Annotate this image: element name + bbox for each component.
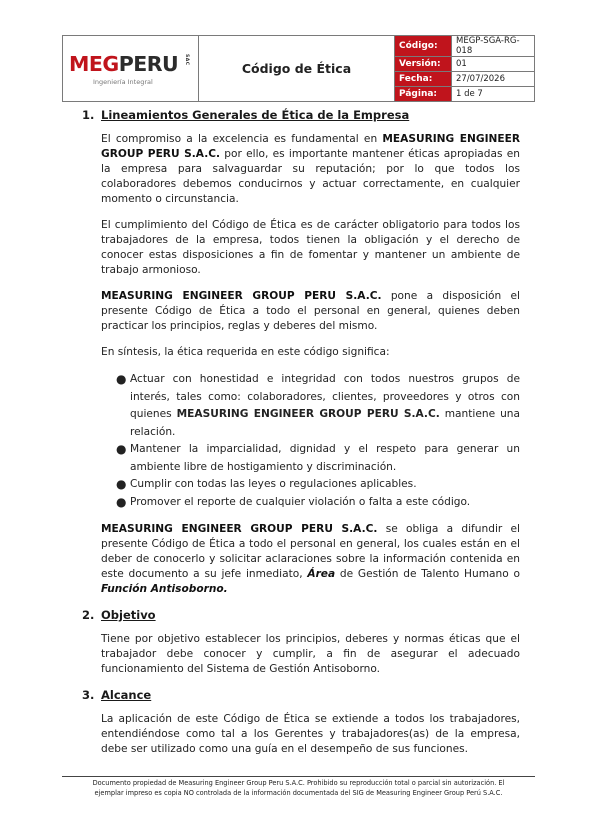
section-title: Objetivo — [101, 608, 156, 622]
codigo-label: Código: — [395, 36, 452, 57]
paragraph: Tiene por objetivo establecer los principios, deberes y normas éticas que el trabajador debe conocer y cumplir, a fin de asegurar el adecuado funcionamiento del Sistema de Gestión Antisoborno. — [101, 633, 520, 675]
logo-cell — [63, 36, 199, 102]
text: se obliga a difundir el presente Código de Ética a todo el personal en general, los cuales están en el deber de conocerlo y solicitar aclaraciones sobre la información contenida en este documento a su jefe inmediato, — [101, 523, 520, 580]
document-title: Código de Ética — [199, 36, 395, 102]
logo-subtitle: Ingeniería Integral — [93, 77, 153, 86]
bullet-list — [101, 371, 520, 511]
text: Actuar con honestidad e integridad con todos nuestros grupos de interés, tales como: colaboradores, clientes, proveedores y otros con quienes — [130, 373, 520, 420]
version-value: 01 — [452, 57, 535, 72]
codigo-value: MEGP-SGA-RG-018 — [452, 36, 535, 57]
logo-peru: PERU — [118, 51, 179, 76]
text: Cumplir con todas las leyes o regulaciones aplicables. — [130, 478, 417, 490]
bullet-icon: ● — [116, 494, 127, 509]
text: El compromiso a la excelencia es fundamental en — [101, 133, 383, 145]
text: pone a disposición el presente Código de Ética a todo el personal en general, quienes deben practicar los principios, reglas y deberes del mismo. — [101, 290, 520, 332]
company-name: MEASURING ENGINEER GROUP PERU S.A.C. — [101, 133, 521, 160]
section-number: 2. — [82, 608, 95, 622]
section-number: 3. — [82, 688, 95, 702]
pagina-value: 1 de 7 — [452, 87, 535, 102]
company-name: MEASURING ENGINEER GROUP PERU S.A.C. — [101, 523, 378, 535]
section-title: Alcance — [101, 688, 152, 702]
document-footer — [62, 776, 535, 798]
company-name: MEASURING ENGINEER GROUP PERU S.A.C. — [176, 408, 440, 420]
section-heading — [82, 688, 520, 704]
version-label: Versión: — [395, 57, 452, 72]
bullet-icon: ● — [116, 442, 127, 456]
text: Mantener la imparcialidad, dignidad y el respeto para generar un ambiente libre de hostigamiento y discriminación. — [130, 443, 520, 473]
footer-line: ejemplar impreso es copia NO controlada de la información documentada del SIG de Measuring Engineer Group Perú S.A.C. — [94, 788, 503, 797]
emphasis: Función Antisoborno. — [101, 583, 228, 595]
company-name: MEASURING ENGINEER GROUP PERU S.A.C. — [101, 290, 382, 302]
list-item — [101, 441, 520, 476]
paragraph: La aplicación de este Código de Ética se extiende a todos los trabajadores, entendiéndose como tal a los Gerentes y trabajadores(as) de la empresa, debe ser utilizado como una guía en el desempeño de sus funciones. — [101, 713, 520, 755]
section-heading — [82, 608, 520, 624]
text: Promover el reporte de cualquier violación o falta a este código. — [130, 495, 471, 508]
emphasis: Área — [307, 568, 336, 580]
text: por ello, es importante mantener éticas apropiadas en la empresa para salvaguardar su reputación; por lo que todos los colaboradores debemos conducirnos y actuar correctamente, en cualquier momento o circunstancia. — [101, 148, 520, 205]
paragraph — [101, 522, 520, 597]
list-item — [101, 476, 520, 494]
logo-sac: SAC — [184, 53, 189, 66]
paragraph — [101, 132, 520, 207]
fecha-label: Fecha: — [395, 72, 452, 87]
logo-meg: MEG — [69, 51, 119, 76]
footer-line: Documento propiedad de Measuring Engineer Group Peru S.A.C. Prohibido su reproducción total o parcial sin autorización. El — [92, 779, 505, 787]
paragraph: En síntesis, la ética requerida en este código significa: — [101, 346, 390, 358]
list-item — [101, 371, 520, 441]
pagina-label: Página: — [395, 87, 452, 102]
section-heading — [82, 108, 520, 124]
paragraph: El cumplimiento del Código de Ética es de carácter obligatorio para todos los trabajadores de la empresa, todos tienen la obligación y el derecho de conocer estas disposiciones a fin de fomentar y mantener un ambiente de trabajo armonioso. — [101, 219, 520, 276]
company-logo — [63, 40, 198, 98]
bullet-icon: ● — [116, 477, 127, 491]
bullet-icon: ● — [116, 372, 127, 386]
text: de Gestión de Talento Humano o — [335, 568, 520, 580]
fecha-value: 27/07/2026 — [452, 72, 535, 87]
document-header — [62, 35, 535, 102]
section-title: Lineamientos Generales de Ética de la Empresa — [101, 108, 410, 122]
text: mantiene una relación. — [130, 408, 520, 438]
section-number: 1. — [82, 108, 95, 122]
paragraph — [101, 289, 520, 334]
document-body — [82, 108, 520, 768]
list-item — [101, 494, 520, 512]
logo-wordmark — [69, 52, 178, 76]
